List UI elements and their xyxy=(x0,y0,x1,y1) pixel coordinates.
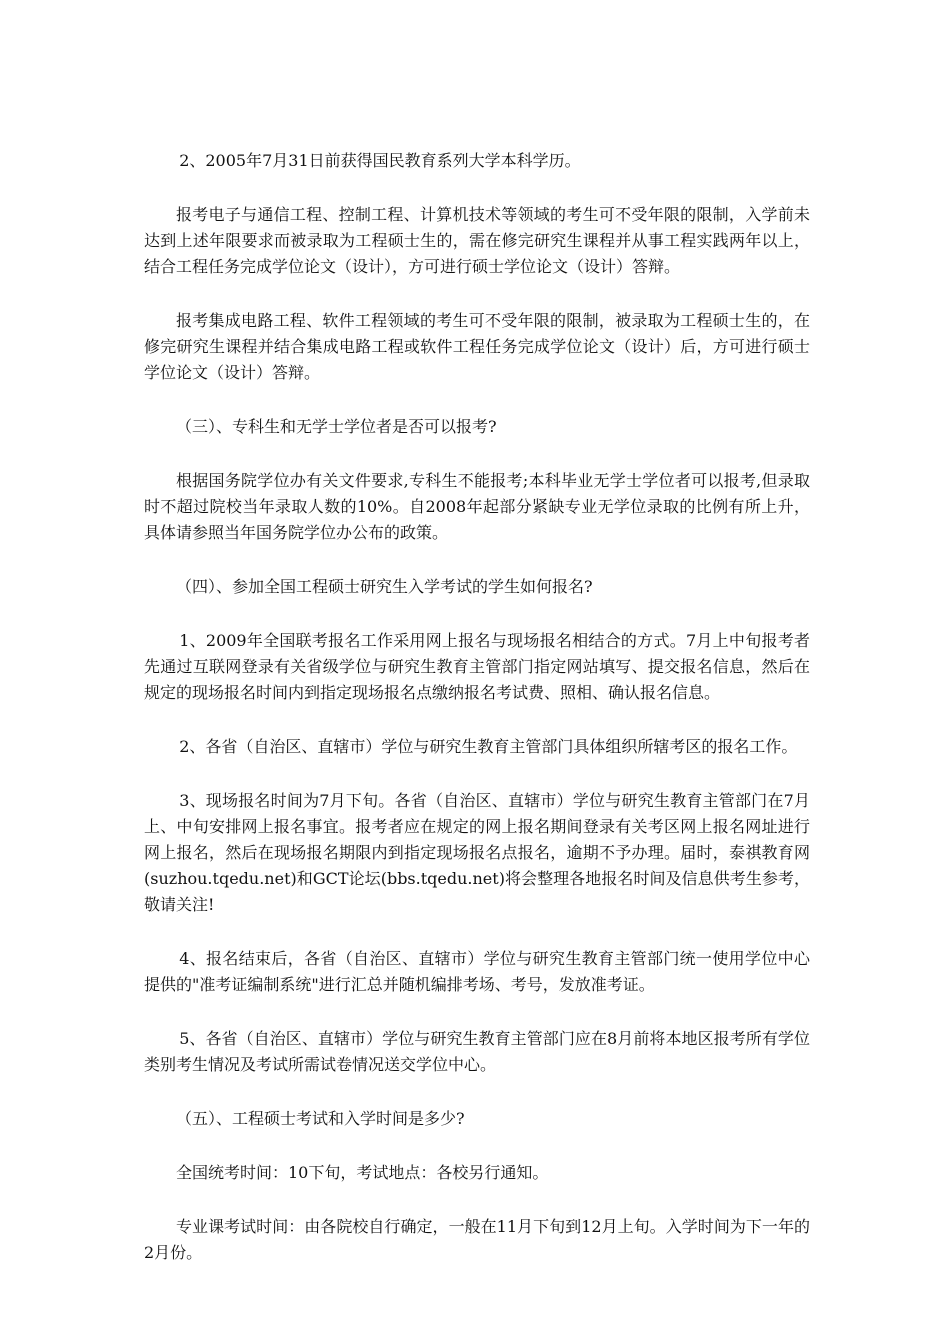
paragraph-requirement-2: 2、2005年7月31日前获得国民教育系列大学本科学历。 xyxy=(179,151,581,170)
paragraph-registration-1: 1、2009年全国联考报名工作采用网上报名与现场报名相结合的方式。7月上中旬报考者先通过互联网登录有关省级学位与研究生教育主管部门指定网站填写、提交报名信息，然后在规定的现场报名时间内到指定现场报名点缴纳报名考试费、照相、确认报名信息。 xyxy=(144,631,810,702)
paragraph-registration-3: 3、现场报名时间为7月下旬。各省（自治区、直辖市）学位与研究生教育主管部门在7月上、中旬安排网上报名事宜。报考者应在规定的网上报名期间登录有关考区网上报名网址进行网上报名，然后在现场报名期限内到指定现场报名点报名，逾期不予办理。届时，泰祺教育网(suzhou.tqedu.net)和GCT论坛(bbs.tqedu.net)将会整理各地报名时间及信息供考生参考，敬请关注! xyxy=(144,791,810,914)
paragraph-ee-fields-exemption: 报考电子与通信工程、控制工程、计算机技术等领域的考生可不受年限的限制，入学前未达到上述年限要求而被录取为工程硕士生的，需在修完研究生课程并从事工程实践两年以上，结合工程任务完成学位论文（设计），方可进行硕士学位论文（设计）答辩。 xyxy=(144,205,810,276)
paragraph-registration-2: 2、各省（自治区、直辖市）学位与研究生教育主管部门具体组织所辖考区的报名工作。 xyxy=(179,737,798,756)
paragraph-ic-software-exemption: 报考集成电路工程、软件工程领域的考生可不受年限的限制，被录取为工程硕士生的，在修完研究生课程并结合集成电路工程或软件工程任务完成学位论文（设计）后，方可进行硕士学位论文（设计）答辩。 xyxy=(144,311,810,382)
document-body xyxy=(144,148,810,1294)
paragraph-exam-time: 全国统考时间：10下旬，考试地点：各校另行通知。 xyxy=(176,1163,549,1182)
paragraph-registration-5: 5、各省（自治区、直辖市）学位与研究生教育主管部门应在8月前将本地区报考所有学位类别考生情况及考试所需试卷情况送交学位中心。 xyxy=(144,1029,810,1074)
section-heading-5: （五）、工程硕士考试和入学时间是多少? xyxy=(176,1109,465,1128)
section-heading-3: （三）、专科生和无学士学位者是否可以报考? xyxy=(176,417,497,436)
section-heading-4: （四）、参加全国工程硕士研究生入学考试的学生如何报名? xyxy=(176,577,593,596)
paragraph-professional-exam-time: 专业课考试时间：由各院校自行确定，一般在11月下旬到12月上旬。入学时间为下一年的2月份。 xyxy=(144,1217,810,1262)
paragraph-registration-4: 4、报名结束后，各省（自治区、直辖市）学位与研究生教育主管部门统一使用学位中心提供的"准考证编制系统"进行汇总并随机编排考场、考号，发放准考证。 xyxy=(144,949,810,994)
paragraph-no-degree-policy: 根据国务院学位办有关文件要求,专科生不能报考;本科毕业无学士学位者可以报考,但录取时不超过院校当年录取人数的10%。自2008年起部分紧缺专业无学位录取的比例有所上升，具体请参照当年国务院学位办公布的政策。 xyxy=(144,471,810,542)
